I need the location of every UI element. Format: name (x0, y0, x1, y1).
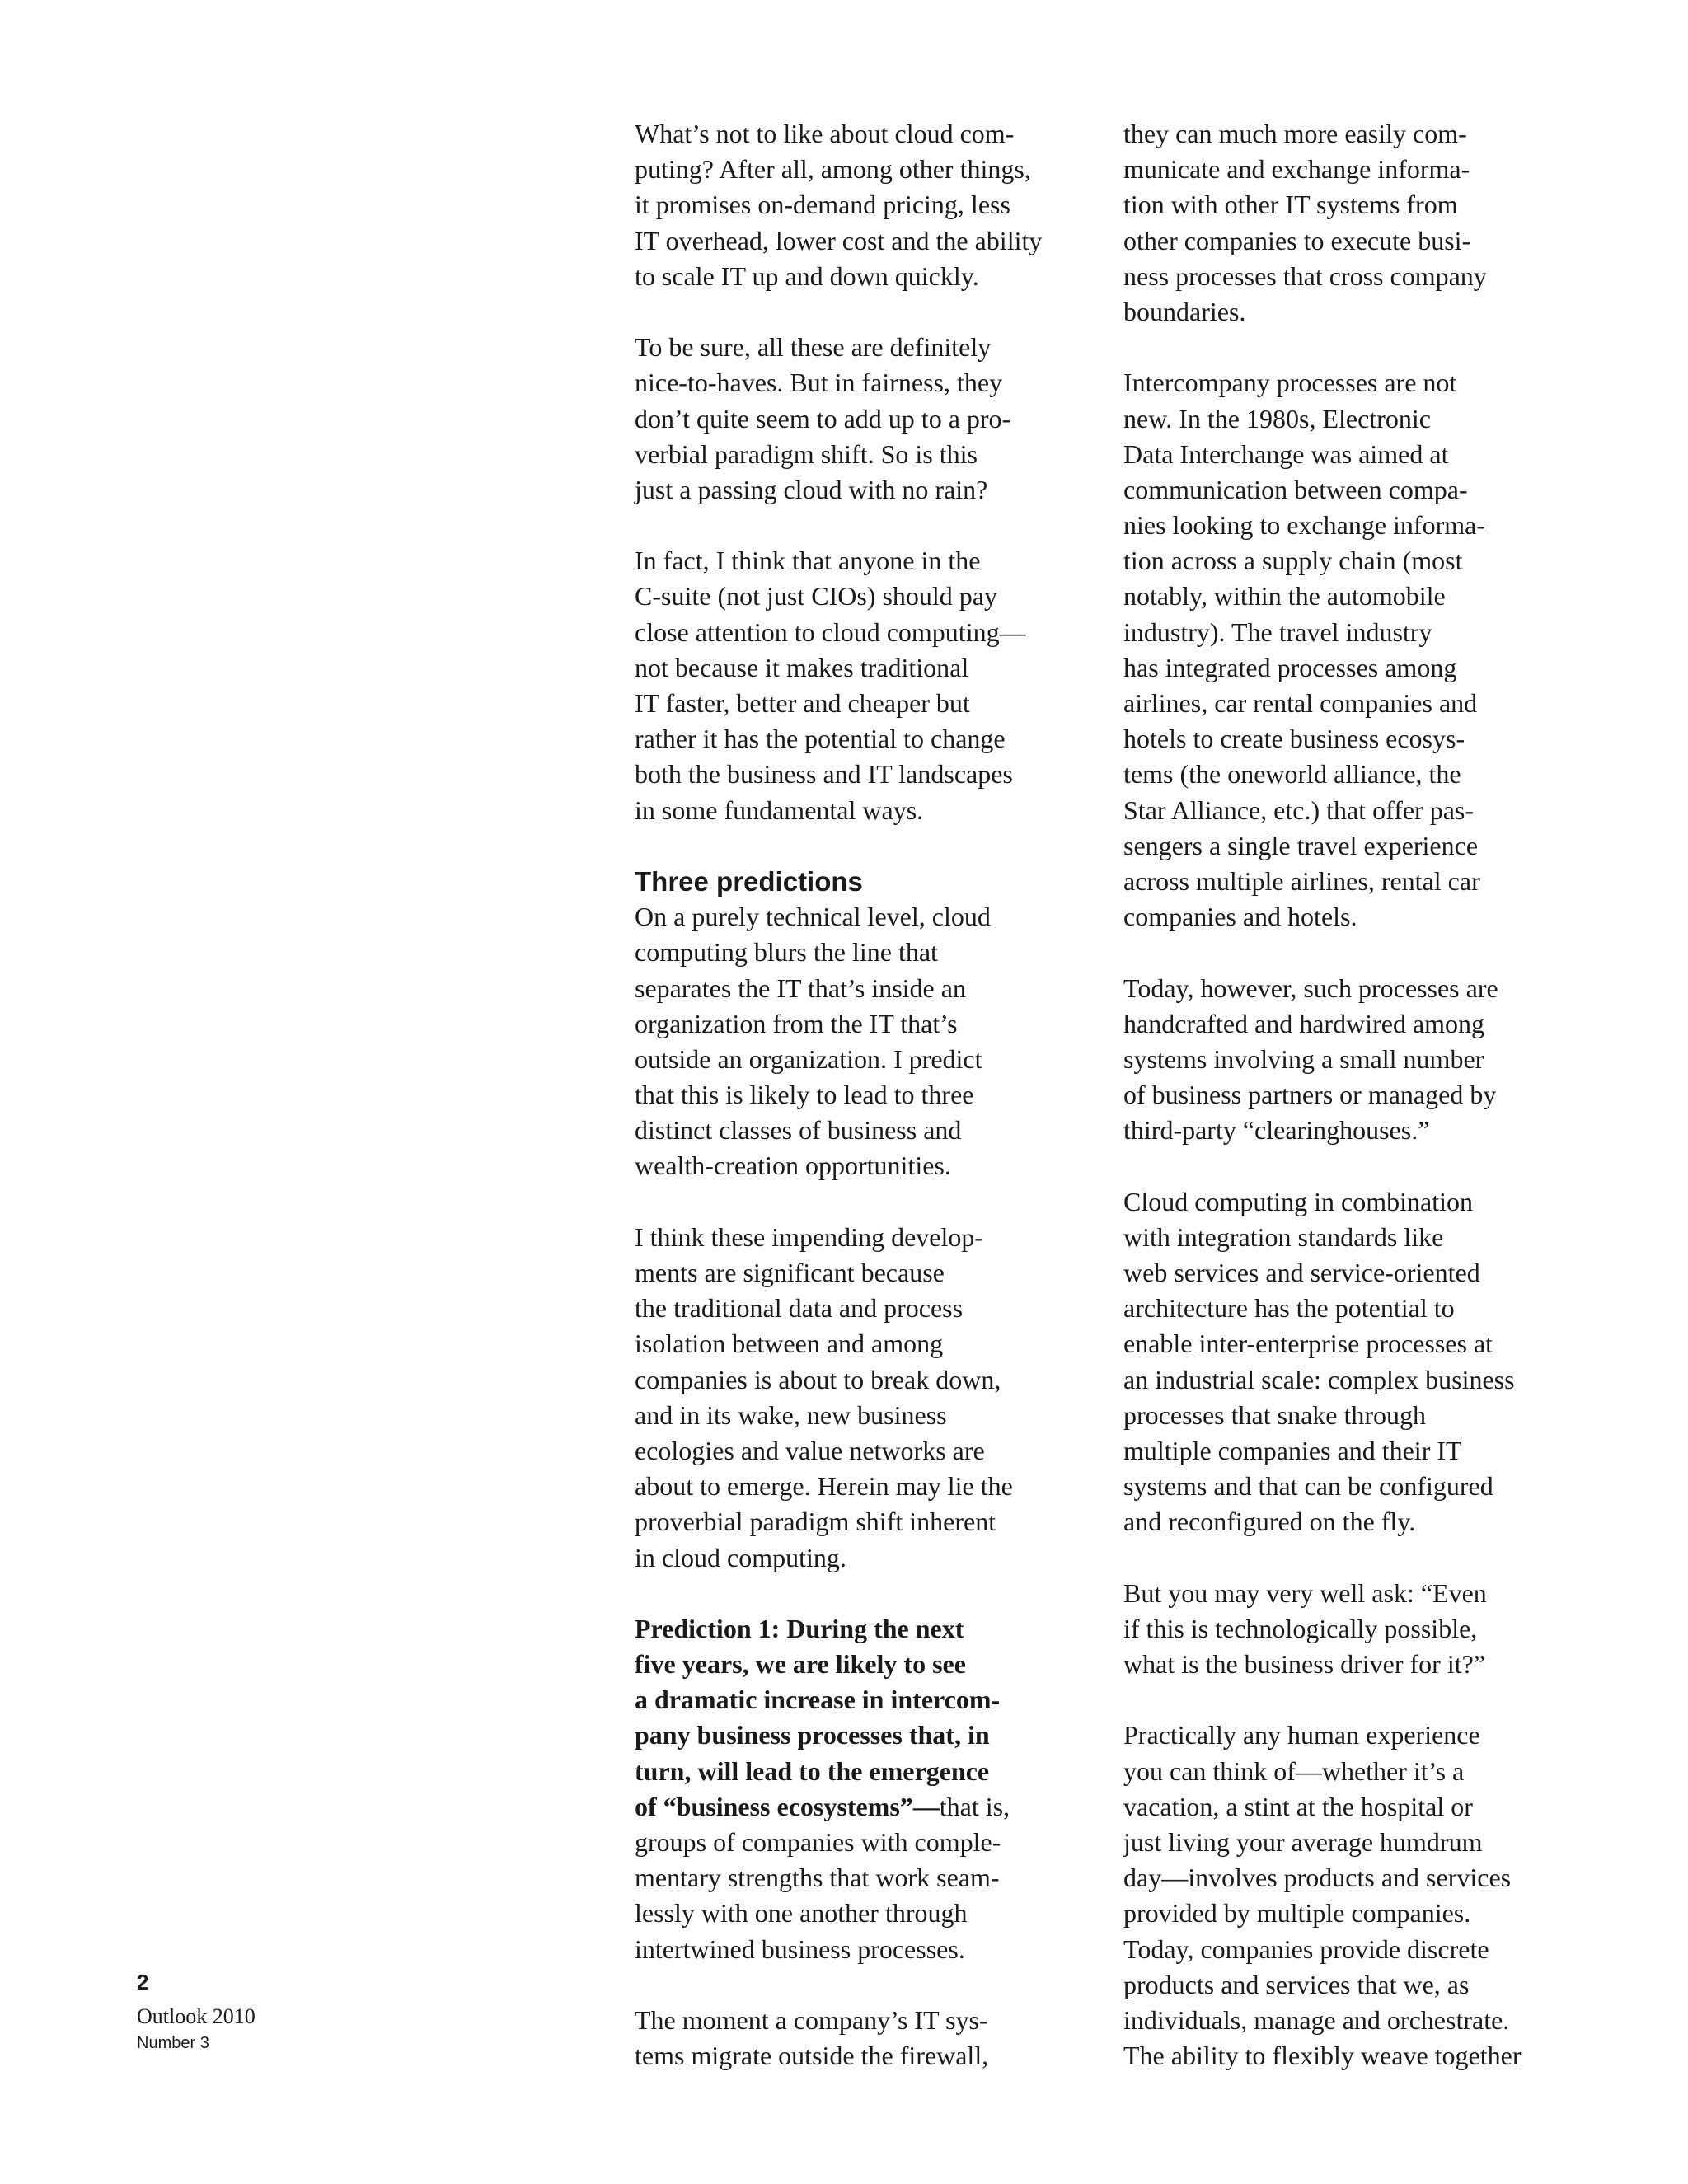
text-line: Cloud computing in combination (1123, 1186, 1473, 1216)
text-line: The ability to flexibly weave together (1123, 2041, 1522, 2071)
text-line: you can think of—whether it’s a (1123, 1755, 1465, 1786)
text-line: with integration standards like (1123, 1221, 1444, 1252)
text-line: systems and that can be configured (1123, 1471, 1493, 1502)
text-line: day—involves products and services (1123, 1863, 1512, 1893)
text-line: tion with other IT systems from (1123, 190, 1458, 220)
text-line: The moment a company’s IT sys- (635, 2004, 988, 2035)
text-line: IT faster, better and cheaper but (635, 688, 970, 718)
text-line: and in its wake, new business (635, 1399, 947, 1430)
text-line: Data Interchange was aimed at (1123, 438, 1449, 469)
text-line: Star Alliance, etc.) that offer pas- (1123, 794, 1475, 825)
paragraph (1123, 365, 1573, 935)
text-line: boundaries. (1123, 296, 1246, 326)
paragraph (1123, 971, 1573, 1149)
left-column (635, 116, 1090, 2074)
text-line: isolation between and among (635, 1329, 944, 1359)
text-line: Today, however, such processes are (1123, 972, 1498, 1003)
text-line: Today, companies provide discrete (1123, 1933, 1489, 1964)
text-line-bold: turn, will lead to the emergence (635, 1755, 990, 1786)
text-line: processes that snake through (1123, 1399, 1427, 1430)
text-line: hotels to create business ecosys- (1123, 724, 1465, 754)
text-line: rather it has the potential to change (635, 724, 1006, 754)
text-line: IT overhead, lower cost and the ability (635, 225, 1043, 255)
text-line: industry). The travel industry (1123, 616, 1432, 647)
text-line: lessly with one another through (635, 1898, 968, 1929)
text-line: I think these impending develop- (635, 1221, 984, 1252)
text-line: tems migrate outside the firewall, (635, 2041, 989, 2071)
text-line: in some fundamental ways. (635, 794, 924, 825)
text-line: distinct classes of business and (635, 1115, 962, 1146)
page-footer (137, 1968, 256, 2055)
regular-run: that is, (939, 1791, 1010, 1821)
text-line: other companies to execute busi- (1123, 225, 1471, 255)
text-line: that this is likely to lead to three (635, 1080, 974, 1110)
paragraph (635, 2003, 1090, 2074)
paragraph (635, 1220, 1090, 1576)
text-line: across multiple airlines, rental car (1123, 865, 1480, 896)
text-line-bold: pany business processes that, in (635, 1720, 990, 1750)
text-line: if this is technologically possible, (1123, 1613, 1478, 1643)
text-line: In fact, I think that anyone in the (635, 546, 981, 576)
text-line: municate and exchange informa- (1123, 154, 1470, 185)
text-line: nies looking to exchange informa- (1123, 510, 1485, 541)
text-line: just a passing cloud with no rain? (635, 474, 988, 504)
text-line: On a purely technical level, cloud (635, 902, 991, 932)
text-line-bold: a dramatic increase in intercom- (635, 1685, 1001, 1715)
text-line-bold: five years, we are likely to see (635, 1649, 966, 1680)
text-line: ness processes that cross company (1123, 260, 1487, 291)
text-line: separates the IT that’s inside an (635, 972, 966, 1003)
bold-run: of “business ecosystems”— (635, 1791, 940, 1821)
text-line: both the business and IT landscapes (635, 759, 1013, 790)
text-line: it promises on-demand pricing, less (635, 190, 1010, 220)
text-line: communication between compa- (1123, 474, 1468, 504)
text-line: close attention to cloud computing— (635, 616, 1026, 647)
text-line: computing blurs the line that (635, 937, 938, 968)
text-line: sengers a single travel experience (1123, 830, 1479, 860)
text-line: outside an organization. I predict (635, 1043, 982, 1074)
text-line: has integrated processes among (1123, 652, 1457, 682)
text-line: systems involving a small number (1123, 1043, 1484, 1074)
text-line: new. In the 1980s, Electronic (1123, 403, 1431, 434)
text-line: tion across a supply chain (most (1123, 546, 1463, 576)
text-line: ecologies and value networks are (635, 1435, 985, 1465)
text-line: What’s not to like about cloud com- (635, 119, 1015, 148)
text-line: multiple companies and their IT (1123, 1435, 1462, 1465)
text-line: notably, within the automobile (1123, 581, 1446, 612)
text-line: vacation, a stint at the hospital or (1123, 1791, 1473, 1821)
text-line: about to emerge. Herein may lie the (635, 1471, 1013, 1502)
text-line: web services and service-oriented (1123, 1258, 1480, 1287)
paragraph (1123, 116, 1573, 330)
paragraph (635, 330, 1090, 508)
text-line: verbial paradigm shift. So is this (635, 438, 978, 469)
paragraph (635, 899, 1090, 1184)
text-line: enable inter-enterprise processes at (1123, 1329, 1493, 1359)
text-line: proverbial paradigm shift inherent (635, 1507, 996, 1537)
text-line: the traditional data and process (635, 1293, 964, 1324)
text-line: companies and hotels. (1123, 902, 1357, 932)
text-line: But you may very well ask: “Even (1123, 1577, 1487, 1608)
right-column (1123, 116, 1573, 2074)
text-line: products and services that we, as (1123, 1969, 1470, 1999)
text-line: companies is about to break down, (635, 1364, 1001, 1394)
text-line: puting? After all, among other things, (635, 154, 1031, 185)
text-line: groups of companies with comple- (635, 1827, 1001, 1857)
text-line: third-party “clearinghouses.” (1123, 1115, 1430, 1146)
text-line: mentary strengths that work seam- (635, 1863, 1000, 1893)
text-line: don’t quite seem to add up to a pro- (635, 403, 1011, 434)
text-line-bold: Prediction 1: During the next (635, 1613, 964, 1643)
text-line: not because it makes traditional (635, 652, 969, 682)
text-line: nice-to-haves. But in fairness, they (635, 368, 1003, 398)
paragraph (635, 116, 1090, 294)
text-line: and reconfigured on the fly. (1123, 1507, 1416, 1537)
section-heading: Three predictions (635, 865, 863, 897)
text-line: just living your average humdrum (1123, 1827, 1483, 1857)
issue-number: Number 3 (137, 2034, 209, 2052)
prediction-paragraph (635, 1611, 1090, 1967)
text-line: airlines, car rental companies and (1123, 688, 1478, 718)
text-line: individuals, manage and orchestrate. (1123, 2004, 1510, 2035)
text-line: wealth-creation opportunities. (635, 1151, 951, 1181)
text-line: in cloud computing. (635, 1542, 846, 1572)
text-line: C-suite (not just CIOs) should pay (635, 581, 997, 612)
text-line: handcrafted and hardwired among (1123, 1008, 1485, 1038)
text-line: intertwined business processes. (635, 1933, 965, 1964)
paragraph (635, 543, 1090, 828)
text-line: to scale IT up and down quickly. (635, 260, 979, 291)
publication-title: Outlook 2010 (137, 2004, 256, 2028)
text-line: they can much more easily com- (1123, 119, 1467, 148)
paragraph (1123, 1718, 1573, 2074)
paragraph (1123, 1184, 1573, 1540)
page-number: 2 (137, 1970, 149, 1994)
paragraph (1123, 1576, 1573, 1683)
text-line: organization from the IT that’s (635, 1008, 958, 1038)
text-line: what is the business driver for it?” (1123, 1649, 1485, 1680)
text-line: To be sure, all these are definitely (635, 332, 992, 363)
text-line: ments are significant because (635, 1258, 945, 1287)
text-line: Intercompany processes are not (1123, 368, 1457, 398)
text-line: of business partners or managed by (1123, 1080, 1497, 1110)
text-line: an industrial scale: complex business (1123, 1364, 1515, 1394)
text-line: architecture has the potential to (1123, 1293, 1455, 1324)
text-line: tems (the oneworld alliance, the (1123, 759, 1461, 790)
mixed-text-line (635, 1789, 1090, 1825)
text-line: Practically any human experience (1123, 1720, 1480, 1750)
text-line: provided by multiple companies. (1123, 1898, 1471, 1929)
